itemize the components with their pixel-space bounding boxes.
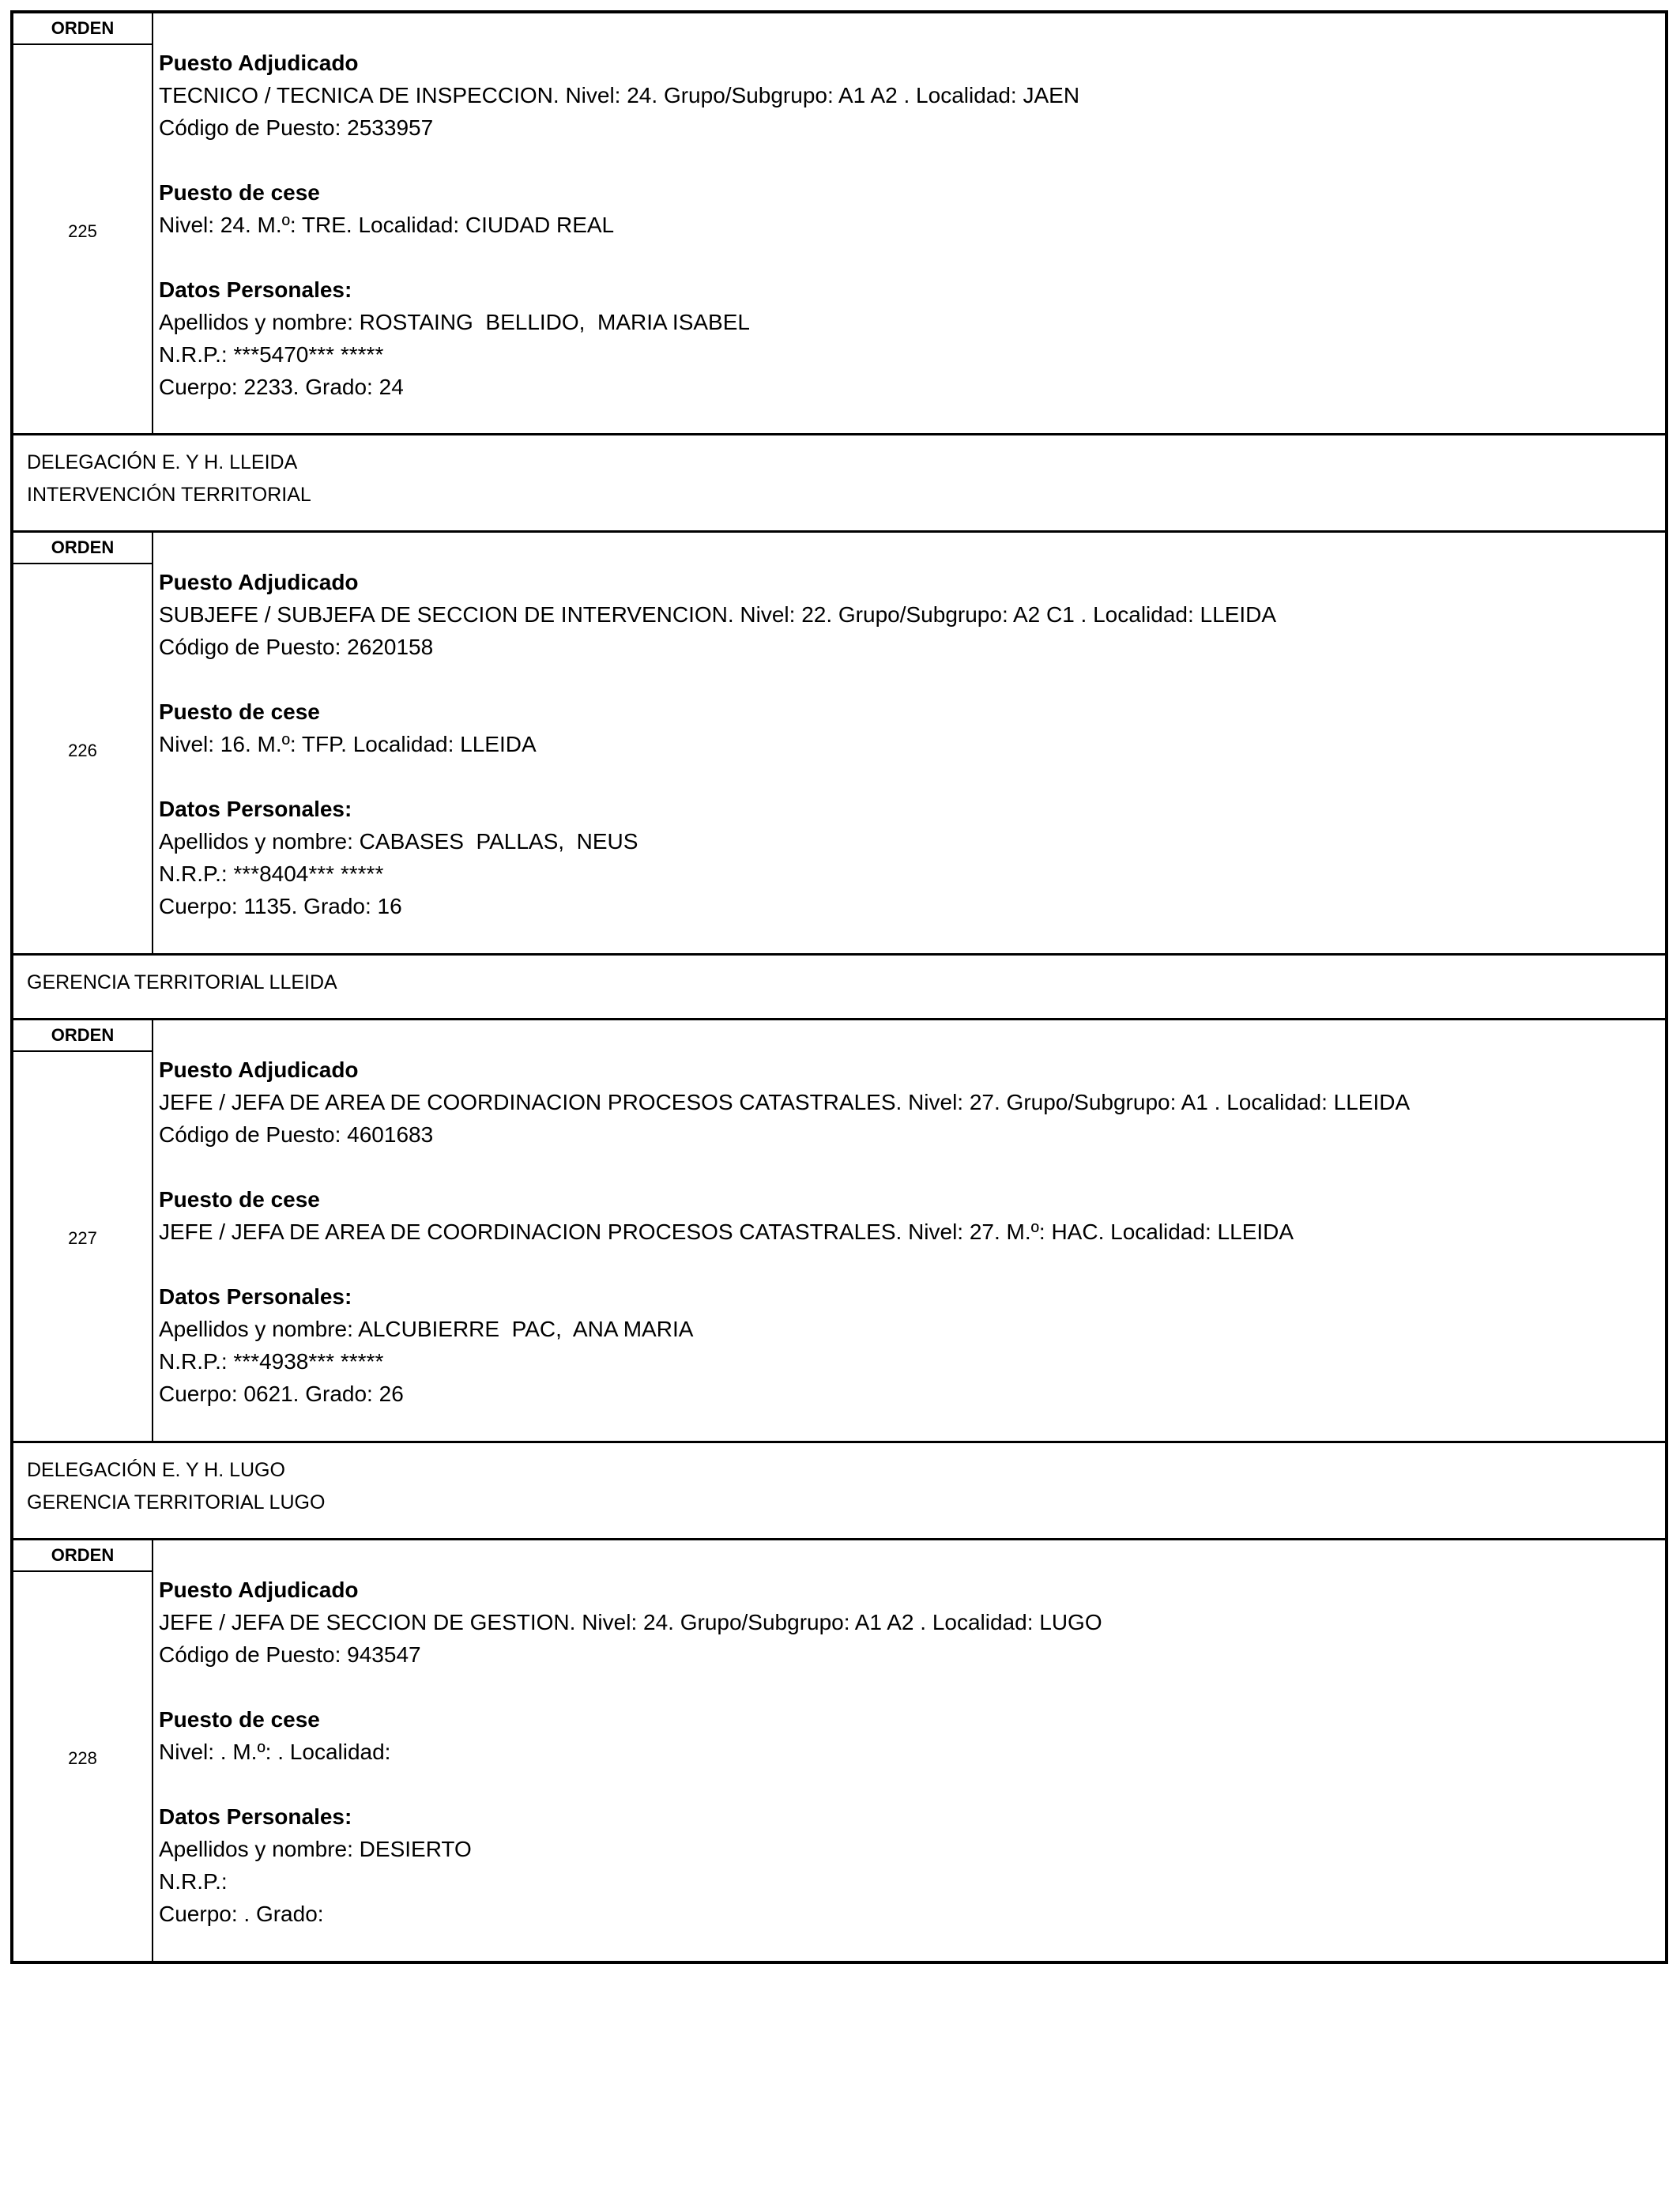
puesto-adjudicado-desc: JEFE / JEFA DE SECCION DE GESTION. Nivel: 24. Grupo/Subgrupo: A1 A2 . Localidad: LUGO — [159, 1610, 1102, 1634]
apellidos-nombre: Apellidos y nombre: ALCUBIERRE PAC, ANA MARIA — [159, 1317, 694, 1341]
datos-personales-heading: Datos Personales: — [159, 277, 352, 302]
orden-column — [13, 533, 153, 953]
entry-227 — [13, 1018, 1665, 1441]
puesto-cese-heading: Puesto de cese — [159, 1707, 320, 1732]
puesto-cese-heading: Puesto de cese — [159, 1187, 320, 1212]
orden-header: ORDEN — [13, 1540, 152, 1572]
entry-226 — [13, 530, 1665, 953]
entry-details — [153, 1020, 1665, 1441]
section-line: GERENCIA TERRITORIAL LLEIDA — [27, 971, 337, 993]
cuerpo-grado: Cuerpo: . Grado: — [159, 1902, 324, 1926]
orden-header: ORDEN — [13, 13, 152, 45]
puesto-cese-desc: Nivel: 16. M.º: TFP. Localidad: LLEIDA — [159, 732, 537, 756]
puesto-cese-desc: Nivel: . M.º: . Localidad: — [159, 1740, 391, 1764]
puesto-cese-heading: Puesto de cese — [159, 180, 320, 205]
orden-header: ORDEN — [13, 533, 152, 564]
puesto-cese-desc: Nivel: 24. M.º: TRE. Localidad: CIUDAD REAL — [159, 213, 615, 237]
section-line: DELEGACIÓN E. Y H. LLEIDA — [27, 451, 298, 473]
section-header — [13, 1441, 1665, 1538]
puesto-adjudicado-desc: SUBJEFE / SUBJEFA DE SECCION DE INTERVENCION. Nivel: 22. Grupo/Subgrupo: A2 C1 . Localidad: LLEIDA — [159, 602, 1277, 627]
puesto-adjudicado-heading: Puesto Adjudicado — [159, 1578, 359, 1602]
codigo-puesto: Código de Puesto: 943547 — [159, 1642, 421, 1667]
puesto-cese-heading: Puesto de cese — [159, 699, 320, 724]
cuerpo-grado: Cuerpo: 0621. Grado: 26 — [159, 1382, 404, 1406]
section-line: DELEGACIÓN E. Y H. LUGO — [27, 1459, 285, 1481]
orden-header: ORDEN — [13, 1020, 152, 1052]
orden-number: 225 — [68, 221, 97, 241]
apellidos-nombre: Apellidos y nombre: ROSTAING BELLIDO, MARIA ISABEL — [159, 310, 750, 334]
entry-228 — [13, 1538, 1665, 1961]
nrp: N.R.P.: — [159, 1869, 228, 1894]
puesto-adjudicado-desc: JEFE / JEFA DE AREA DE COORDINACION PROCESOS CATASTRALES. Nivel: 27. Grupo/Subgrupo: A1 . Localidad: LLEIDA — [159, 1090, 1411, 1114]
apellidos-nombre: Apellidos y nombre: DESIERTO — [159, 1837, 472, 1861]
entry-details — [153, 533, 1665, 953]
entry-details — [153, 1540, 1665, 1961]
resolution-table — [10, 10, 1668, 1964]
orden-column — [13, 13, 153, 433]
cuerpo-grado: Cuerpo: 2233. Grado: 24 — [159, 375, 404, 399]
datos-personales-heading: Datos Personales: — [159, 1284, 352, 1309]
datos-personales-heading: Datos Personales: — [159, 1804, 352, 1829]
codigo-puesto: Código de Puesto: 4601683 — [159, 1122, 434, 1147]
nrp: N.R.P.: ***8404*** ***** — [159, 861, 384, 886]
orden-column — [13, 1020, 153, 1441]
orden-column — [13, 1540, 153, 1961]
nrp: N.R.P.: ***4938*** ***** — [159, 1349, 384, 1374]
apellidos-nombre: Apellidos y nombre: CABASES PALLAS, NEUS — [159, 829, 638, 854]
puesto-adjudicado-heading: Puesto Adjudicado — [159, 51, 359, 75]
orden-number: 227 — [68, 1228, 97, 1248]
section-line: INTERVENCIÓN TERRITORIAL — [27, 484, 311, 506]
section-header — [13, 433, 1665, 530]
entry-details — [153, 13, 1665, 433]
codigo-puesto: Código de Puesto: 2533957 — [159, 115, 434, 140]
section-line: GERENCIA TERRITORIAL LUGO — [27, 1491, 326, 1514]
codigo-puesto: Código de Puesto: 2620158 — [159, 635, 434, 659]
orden-number: 228 — [68, 1748, 97, 1768]
puesto-adjudicado-heading: Puesto Adjudicado — [159, 1057, 359, 1082]
puesto-adjudicado-desc: TECNICO / TECNICA DE INSPECCION. Nivel: 24. Grupo/Subgrupo: A1 A2 . Localidad: JAEN — [159, 83, 1080, 107]
puesto-cese-desc: JEFE / JEFA DE AREA DE COORDINACION PROCESOS CATASTRALES. Nivel: 27. M.º: HAC. Localidad: LLEIDA — [159, 1220, 1294, 1244]
puesto-adjudicado-heading: Puesto Adjudicado — [159, 570, 359, 594]
orden-number: 226 — [68, 741, 97, 760]
datos-personales-heading: Datos Personales: — [159, 797, 352, 821]
section-header — [13, 953, 1665, 1018]
nrp: N.R.P.: ***5470*** ***** — [159, 342, 384, 367]
cuerpo-grado: Cuerpo: 1135. Grado: 16 — [159, 894, 402, 918]
entry-225 — [13, 10, 1665, 433]
